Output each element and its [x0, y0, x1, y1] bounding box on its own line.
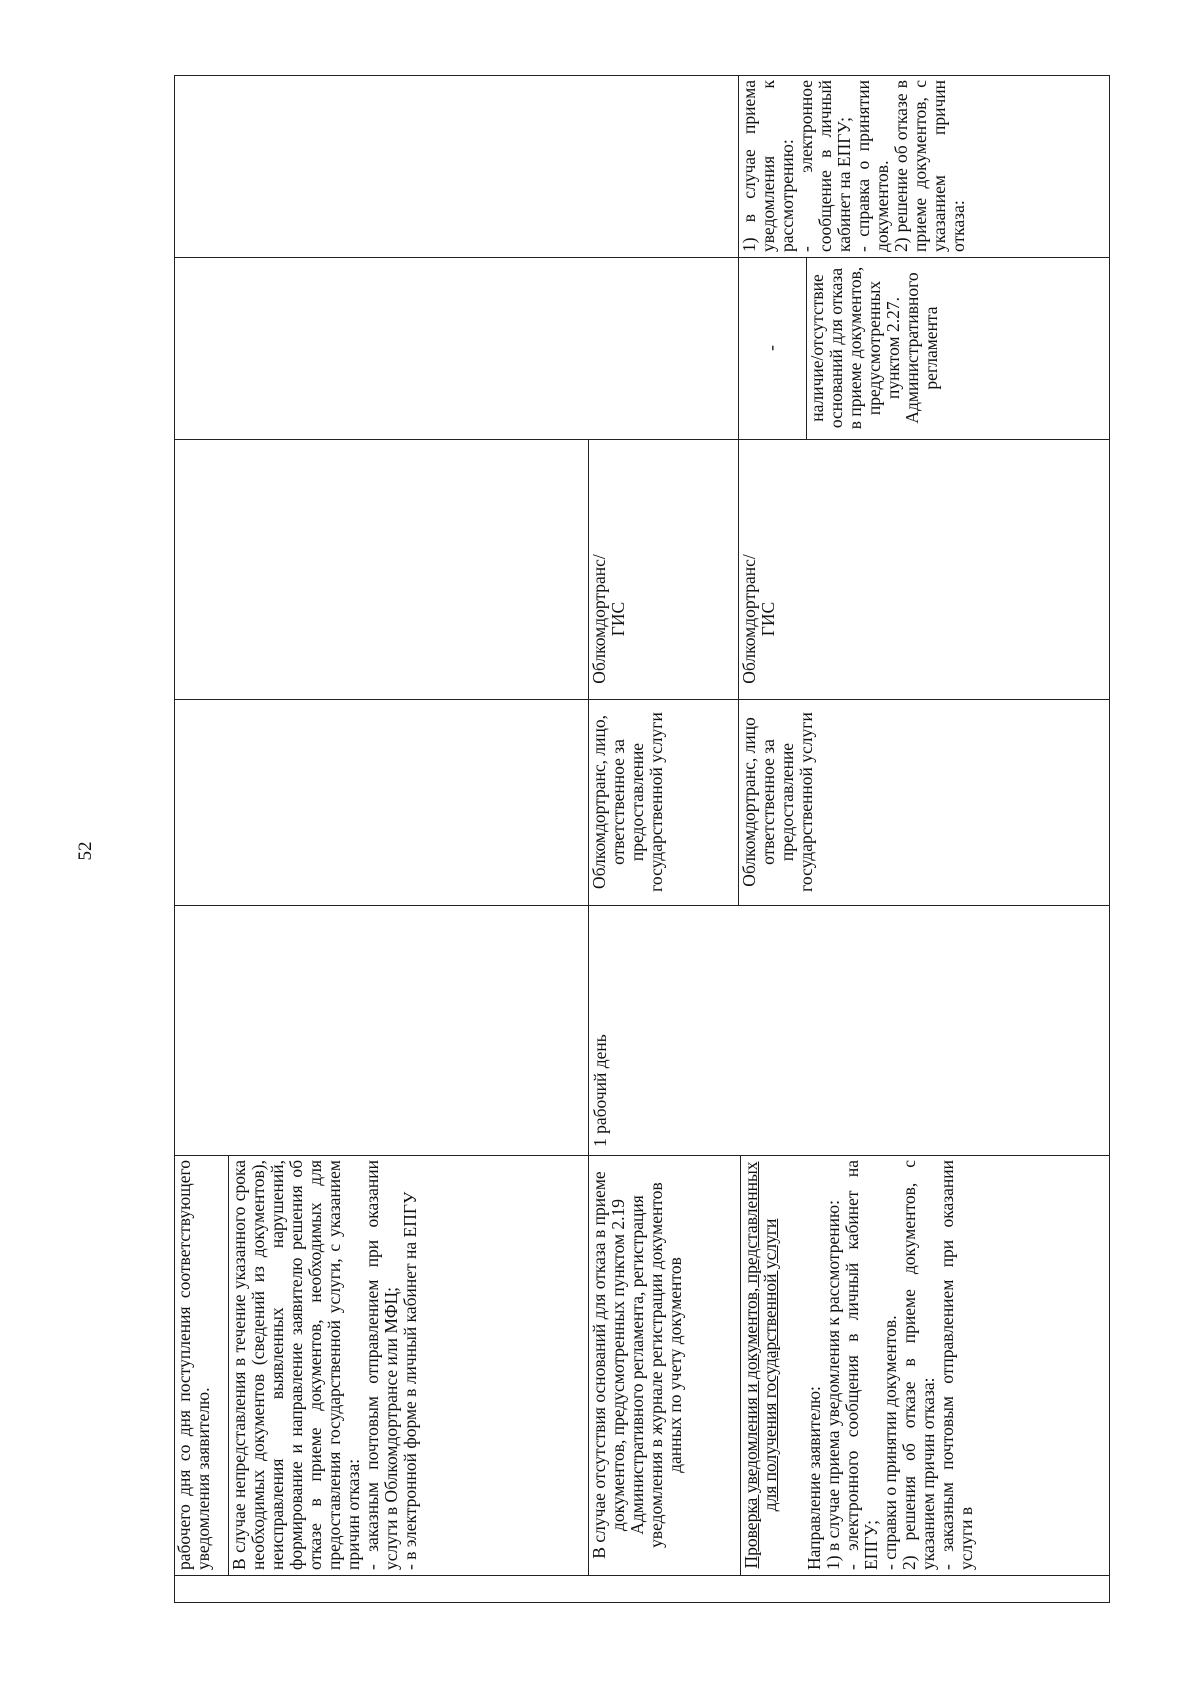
- responsible-cell-2: Облкомдортранс, лицо ответственное за предоставление государственной услуги: [738, 699, 1110, 905]
- criteria-cell: наличие/отсутствие оснований для отказа в приеме документов, предусмотренных пунктом 2.27. Административного регламента: [806, 257, 1110, 439]
- column-5-border: [174, 439, 1110, 699]
- action-text-continuation: рабочего дня со дня поступления соответствующего уведомления заявителю.: [174, 1160, 213, 1570]
- criteria-dash: -: [761, 345, 781, 351]
- system-text-2: Облкомдортранс/ ГИС: [739, 554, 778, 684]
- result-cell: 1) в случае приема уведомления к рассмотрению: - электронное сообщение в личный кабинет на ЕПГУ; - справка о принятии документов. 2) решение об отказе в приеме документов, с указанием причин отказа:: [738, 75, 1110, 257]
- responsible-cell-1: Облкомдортранс, лицо, ответственное за предоставление государственной услуги: [588, 699, 738, 905]
- rotated-table: [174, 75, 1110, 1603]
- page-number: 52: [75, 841, 96, 861]
- deadline-text: 1 рабочий день: [590, 1034, 610, 1147]
- column-6-border: [174, 257, 1110, 439]
- system-text-1: Облкомдортранс/ ГИС: [589, 554, 628, 684]
- column-2-border: [174, 1155, 1110, 1575]
- action-text-refusal: В случае непредставления в течение указанного срока необходимых документов (сведений из документов), неисправления выявленных нарушений, формирование и направление заявителю решения об отказе в приеме документов, необходимых для предоставления государственной услуги, с указанием причин отказа: - заказным почтовым отправлением при оказании услуги в Облкомдортрансе или МФЦ; - в электронной форме в личный кабинет на ЕПГУ: [228, 1155, 588, 1575]
- column-3-border: [174, 905, 1110, 1155]
- action-text-notification: Направление заявителю: 1) в случае приема уведомления к рассмотрению: - электронного сообщения в личный кабинет на ЕПГУ; - справки о принятии документов. 2) решения об отказе в приеме документов, с указанием причин отказа: - заказным почтовым отправлением при оказании услуги в: [804, 1160, 976, 1570]
- action-title-verification: Проверка уведомления и документов, представленных для получения государственной услуги: [740, 1155, 804, 1575]
- action-text-registration: В случае отсутствия оснований для отказа в приеме документов, предусмотренных пунктом 2.19 Административного регламента, регистрация уведомления в журнале регистрации документов данных по учету документов: [588, 1155, 740, 1575]
- column-1-empty: [174, 1575, 1110, 1603]
- column-4-border: [174, 699, 1110, 905]
